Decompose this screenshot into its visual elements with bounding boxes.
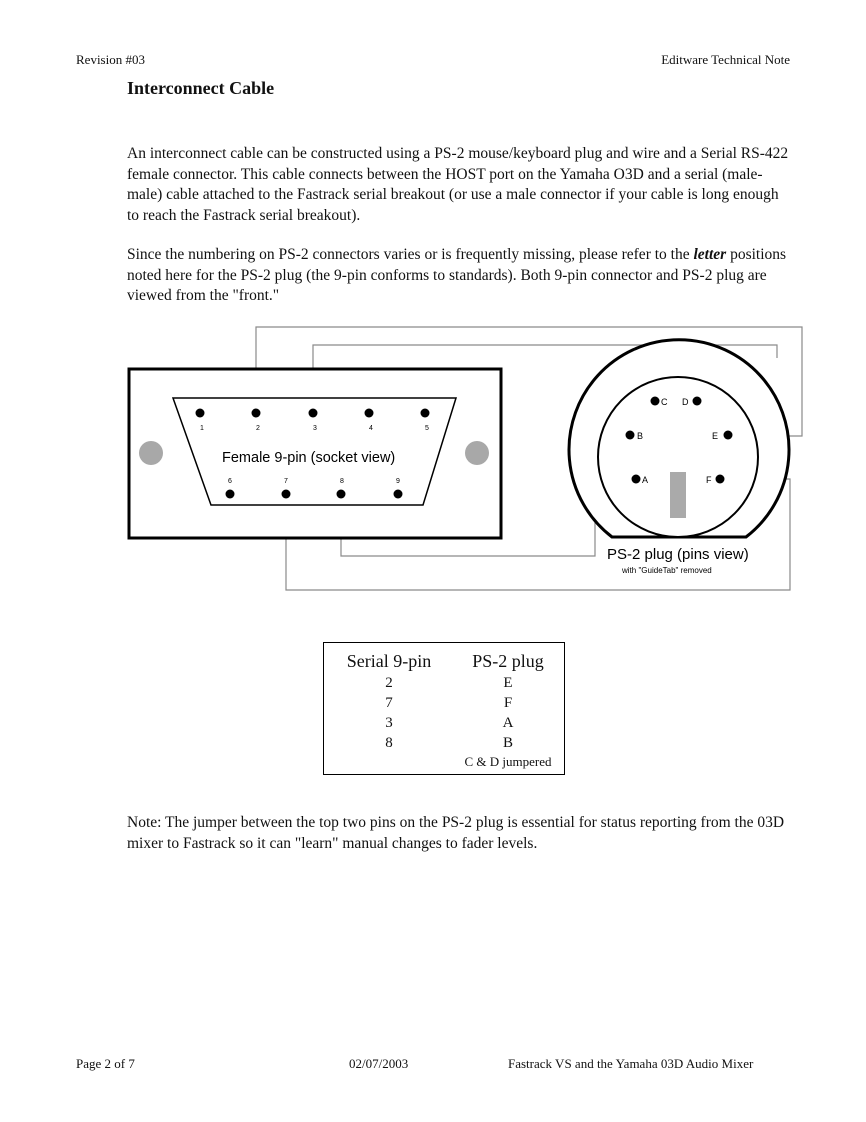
page-title: Interconnect Cable bbox=[127, 78, 275, 98]
pin-9 bbox=[394, 490, 403, 499]
pin-7 bbox=[282, 490, 291, 499]
emphasis-letter: letter bbox=[693, 246, 727, 263]
ps2-pin-label-c: C bbox=[661, 397, 668, 407]
ps2-pin-label-b: B bbox=[637, 431, 644, 441]
table-column-ps2 bbox=[454, 649, 562, 771]
pin-number-6: 6 bbox=[228, 478, 232, 485]
pin-number-8: 8 bbox=[340, 478, 344, 485]
footer-date: 02/07/2003 bbox=[349, 1056, 409, 1071]
table-header-serial: Serial 9-pin bbox=[346, 651, 432, 671]
pin-5 bbox=[421, 409, 430, 418]
pin-mapping-table bbox=[323, 642, 565, 775]
ps2-guide-tab-slot bbox=[670, 472, 686, 518]
table-column-serial bbox=[329, 649, 449, 753]
ps2-pin-a bbox=[632, 475, 641, 484]
pin-4 bbox=[365, 409, 374, 418]
ps2-pin-label-a: A bbox=[642, 475, 649, 485]
ps2-pin-c bbox=[651, 397, 660, 406]
mounting-hole-right bbox=[465, 441, 489, 465]
pin-number-9: 9 bbox=[396, 478, 400, 485]
header-doc-type: Editware Technical Note bbox=[661, 52, 790, 67]
pin-reference-text-start: Since the numbering on PS-2 connectors varies or is frequently missing, please refer to the bbox=[127, 246, 694, 263]
pin-2 bbox=[252, 409, 261, 418]
table-footnote: C & D jumpered bbox=[464, 754, 552, 769]
ps2-pin-label-e: E bbox=[712, 431, 719, 441]
ps2-pin-d bbox=[693, 397, 702, 406]
pin-number-4: 4 bbox=[369, 425, 373, 432]
footer-page-number: Page 2 of 7 bbox=[76, 1056, 135, 1071]
table-cell: A bbox=[502, 715, 514, 731]
ps2-pin-label-d: D bbox=[682, 397, 689, 407]
footer-doc-title: Fastrack VS and the Yamaha 03D Audio Mixer bbox=[508, 1056, 754, 1071]
pin-number-1: 1 bbox=[200, 425, 204, 432]
pin-6 bbox=[226, 490, 235, 499]
pin-1 bbox=[196, 409, 205, 418]
ps2-plug-sublabel: with "GuideTab" removed bbox=[622, 566, 712, 575]
ps2-pin-e bbox=[724, 431, 733, 440]
table-cell: 2 bbox=[385, 675, 393, 691]
table-cell: E bbox=[503, 675, 513, 691]
ps2-pin-label-f: F bbox=[706, 475, 712, 485]
mounting-hole-left bbox=[139, 441, 163, 465]
female-connector-label: Female 9-pin (socket view) bbox=[222, 450, 396, 466]
table-cell: 7 bbox=[385, 695, 393, 711]
table-cell: F bbox=[503, 695, 513, 711]
pin-reference-text-end: positions noted here for the PS-2 plug (the 9-pin conforms to standards). Both 9-pin connector and PS-2 plug are viewed from the "front." bbox=[127, 246, 787, 304]
table-cell: 8 bbox=[385, 735, 393, 751]
header-revision: Revision #03 bbox=[76, 52, 145, 67]
table-cell: B bbox=[502, 735, 513, 751]
pin-number-5: 5 bbox=[425, 425, 429, 432]
ps2-pin-b bbox=[626, 431, 635, 440]
table-cell: 3 bbox=[385, 715, 393, 731]
intro-paragraph: An interconnect cable can be constructed using a PS-2 mouse/keyboard plug and wire and a Serial RS-422 female connector. This cable connects between the HOST port on the Yamaha O3D and a serial (male-male) cable attached to the Fastrack serial breakout (or use a male connector if your cable is long enough to reach the Fastrack serial breakout). bbox=[127, 145, 789, 224]
pin-3 bbox=[309, 409, 318, 418]
pin-8 bbox=[337, 490, 346, 499]
pin-number-2: 2 bbox=[256, 425, 260, 432]
pin-number-7: 7 bbox=[284, 478, 288, 485]
table-header-ps2: PS-2 plug bbox=[472, 651, 544, 671]
jumper-note: Note: The jumper between the top two pins on the PS-2 plug is essential for status reporting from the 03D mixer to Fastrack so it can "learn" manual changes to fader levels. bbox=[127, 814, 785, 852]
pin-number-3: 3 bbox=[313, 425, 317, 432]
ps2-plug-label: PS-2 plug (pins view) bbox=[607, 546, 749, 563]
ps2-pin-f bbox=[716, 475, 725, 484]
